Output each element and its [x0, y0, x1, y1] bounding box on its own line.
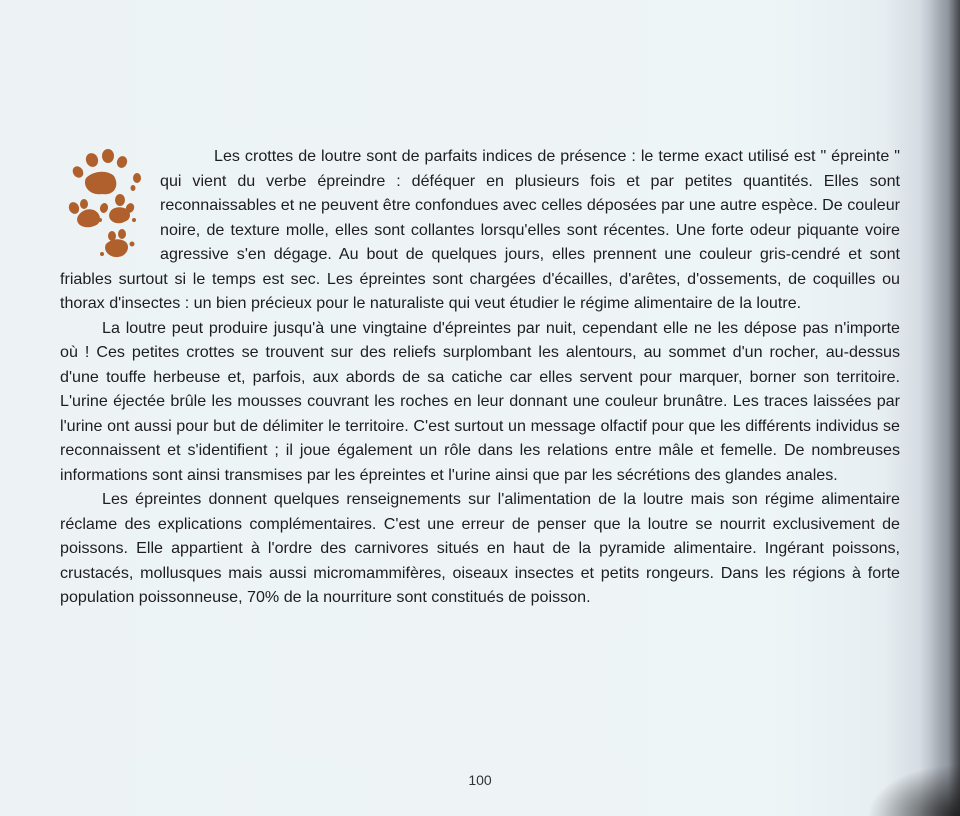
paragraph-1-text: Les crottes de loutre sont de parfaits indices de présence : le terme exact utilisé est " épreinte " qui vient du verbe épreindre : déféquer en plusieurs fois et par petites quantités. Elles sont reconnaissables et ne peuvent être confondues avec celles déposées par une autre espèce. De couleur noire, de texture molle, elles sont collantes lorsqu'elles sont récentes. Une forte odeur piquante voire agressive s'en dégage. Au bout de quelques jours, elles prennent une couleur gris-cendré et sont friables surtout si le temps est sec. Les épreintes sont chargées d'écailles, d'arêtes, d'ossements, de coquilles ou thorax d'insectes : un bien précieux pour le naturaliste qui veut étudier le régime alimentaire de la loutre. — [60, 147, 900, 312]
paragraph-2: La loutre peut produire jusqu'à une vingtaine d'épreintes par nuit, cependant elle ne les dépose pas n'importe où ! Ces petites crottes se trouvent sur des reliefs surplombant les alentours, au sommet d'un rocher, au-dessus d'une touffe herbeuse et, parfois, aux abords de sa catiche car elles servent pour marquer, borner son territoire. L'urine éjectée brûle les mousses couvrant les roches en leur donnant une couleur brunâtre. Les traces laissées par l'urine ont aussi pour but de délimiter le territoire. C'est surtout un message olfactif pour que les différents individus se reconnaissent et s'identifient ; il joue également un rôle dans les relations entre mâle et femelle. De nombreuses informations sont ainsi transmises par les épreintes et l'urine ainsi que par les sécrétions des glandes anales. — [60, 318, 900, 484]
ornament-spacer — [60, 144, 160, 244]
page-number: 100 — [468, 772, 492, 788]
page-corner-shadow — [860, 760, 960, 816]
paragraph-3: Les épreintes donnent quelques renseignements sur l'alimentation de la loutre mais son régime alimentaire réclame des explications complémentaires. C'est une erreur de penser que la loutre se nourrit exclusivement de poissons. Elle appartient à l'ordre des carnivores situés en haut de la pyramide alimentaire. Ingérant poissons, crustacés, mollusques mais aussi micromammifères, oiseaux insectes et petits rongeurs. Dans les régions à forte population poissonneuse, 70% de la nourriture sont constitués de poisson. — [60, 490, 900, 606]
spine-shadow — [920, 0, 960, 816]
paragraph-1 — [60, 144, 900, 316]
body-text — [60, 144, 900, 610]
